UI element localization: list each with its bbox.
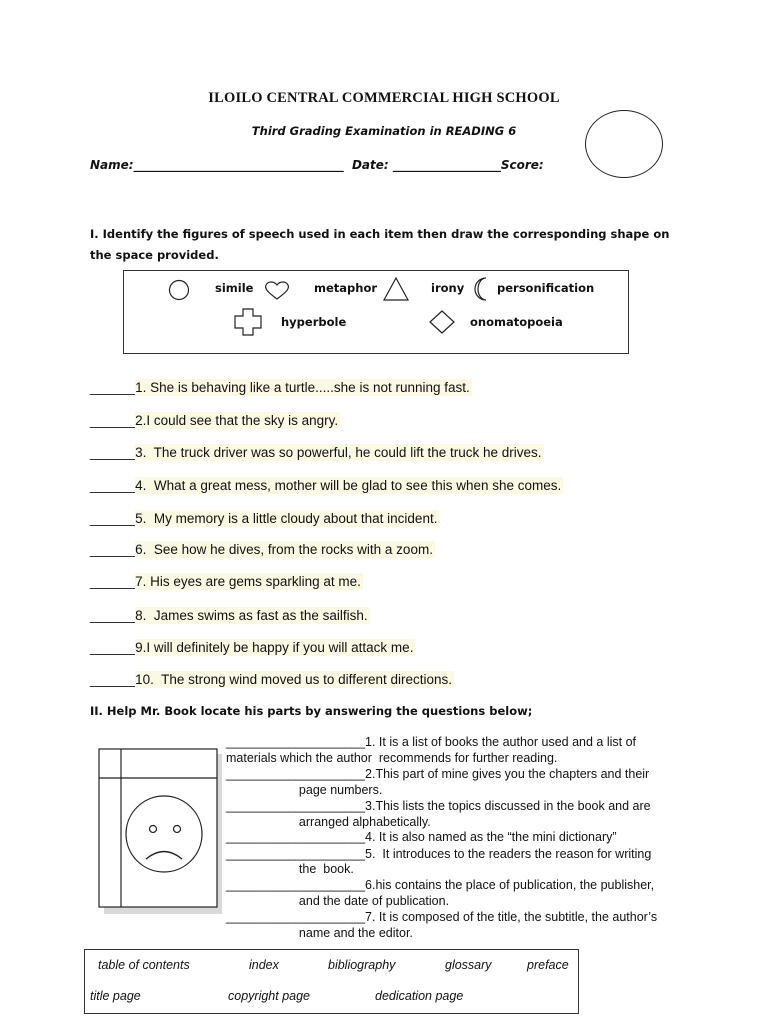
word-bank-item: copyright page: [228, 989, 311, 1003]
question-text: 3. The truck driver was so powerful, he could lift the truck he drives.: [135, 445, 542, 460]
name-blank[interactable]: ___________________________________: [133, 158, 344, 172]
word-bank-item: dedication page: [375, 989, 464, 1003]
question-text: 2.I could see that the sky is angry.: [135, 413, 339, 428]
sad-book-icon: [96, 746, 224, 916]
triangle-icon: [382, 276, 410, 302]
book-item-1-cont: materials which the author recommends for further reading.: [226, 751, 558, 765]
answer-blank[interactable]: ______: [90, 478, 136, 493]
answer-blank[interactable]: ______: [90, 445, 136, 460]
question-10: [90, 672, 454, 687]
legend-label-personification: personification: [497, 281, 595, 295]
legend-label-simile: simile: [215, 281, 254, 295]
book-item-3: ____________________3.This lists the topics discussed in the book and are: [226, 799, 651, 813]
exam-title: Third Grading Examination in READING 6: [251, 124, 517, 138]
question-text: 5. My memory is a little cloudy about that incident.: [135, 511, 438, 526]
book-item-3-cont: arranged alphabetically.: [226, 815, 431, 829]
answer-blank[interactable]: ______: [90, 574, 136, 589]
question-4: [90, 478, 563, 493]
question-text: 8. James swims as fast as the sailfish.: [135, 608, 368, 623]
school-name: ILOILO CENTRAL COMMERCIAL HIGH SCHOOL: [208, 90, 560, 106]
question-text: 4. What a great mess, mother will be glad to see this when she comes.: [135, 478, 562, 493]
book-item-5: ____________________5. It introduces to the readers the reason for writing: [226, 847, 652, 861]
legend-label-irony: irony: [431, 281, 465, 295]
answer-blank[interactable]: ______: [90, 380, 136, 395]
score-label: Score:: [500, 158, 544, 172]
word-bank-item: title page: [90, 989, 141, 1003]
word-bank-item: table of contents: [98, 958, 190, 972]
part1-instruction: I. Identify the figures of speech used in each item then draw the corresponding shape on the space provided.: [90, 227, 670, 262]
book-item-4: ____________________4. It is also named as the “the mini dictionary”: [226, 830, 617, 844]
question-7: [90, 574, 363, 589]
question-9: [90, 640, 415, 655]
answer-blank[interactable]: ______: [90, 542, 136, 557]
question-1: [90, 380, 472, 395]
question-text: 1. She is behaving like a turtle.....she is not running fast.: [135, 380, 470, 395]
book-item-6-cont: and the date of publication.: [226, 894, 450, 908]
word-bank-item: bibliography: [328, 958, 396, 972]
book-item-1: ____________________1. It is a list of books the author used and a list of: [226, 735, 637, 749]
legend-label-metaphor: metaphor: [314, 281, 378, 295]
question-text: 7. His eyes are gems sparkling at me.: [135, 574, 361, 589]
answer-blank[interactable]: ______: [90, 640, 136, 655]
word-bank-item: preface: [527, 958, 569, 972]
question-text: 9.I will definitely be happy if you will attack me.: [135, 640, 414, 655]
heart-icon: [263, 280, 291, 302]
circle-icon: [168, 279, 190, 301]
answer-blank[interactable]: ______: [90, 413, 136, 428]
question-5: [90, 511, 439, 526]
answer-blank[interactable]: ______: [90, 608, 136, 623]
legend-label-onomatopoeia: onomatopoeia: [470, 315, 563, 329]
question-3: [90, 445, 544, 460]
question-6: [90, 542, 435, 557]
word-bank-item: glossary: [445, 958, 492, 972]
book-item-5-cont: the book.: [226, 862, 354, 876]
score-circle[interactable]: [585, 110, 663, 178]
question-2: [90, 413, 340, 428]
book-item-2-cont: page numbers.: [226, 783, 383, 797]
diamond-icon: [428, 309, 456, 335]
part2-instruction: II. Help Mr. Book locate his parts by answering the questions below;: [90, 704, 533, 718]
book-item-7: ____________________7. It is composed of the title, the subtitle, the author’s: [226, 910, 658, 924]
cross-icon: [233, 307, 263, 337]
book-item-7-cont: name and the editor.: [226, 926, 413, 940]
question-text: 10. The strong wind moved us to different directions.: [135, 672, 452, 687]
word-bank-item: index: [249, 958, 279, 972]
answer-blank[interactable]: ______: [90, 511, 136, 526]
question-text: 6. See how he dives, from the rocks with a zoom.: [135, 542, 433, 557]
crescent-moon-icon: [468, 276, 494, 302]
name-label: Name:: [90, 158, 134, 172]
date-label: Date:: [351, 158, 389, 172]
book-item-2: ____________________2.This part of mine gives you the chapters and their: [226, 767, 650, 781]
book-item-6: ____________________6.his contains the place of publication, the publisher,: [226, 878, 655, 892]
question-8: [90, 608, 370, 623]
legend-label-hyperbole: hyperbole: [281, 315, 347, 329]
date-blank[interactable]: __________________: [392, 158, 501, 172]
name-date-score-line: [90, 158, 544, 172]
answer-blank[interactable]: ______: [90, 672, 136, 687]
